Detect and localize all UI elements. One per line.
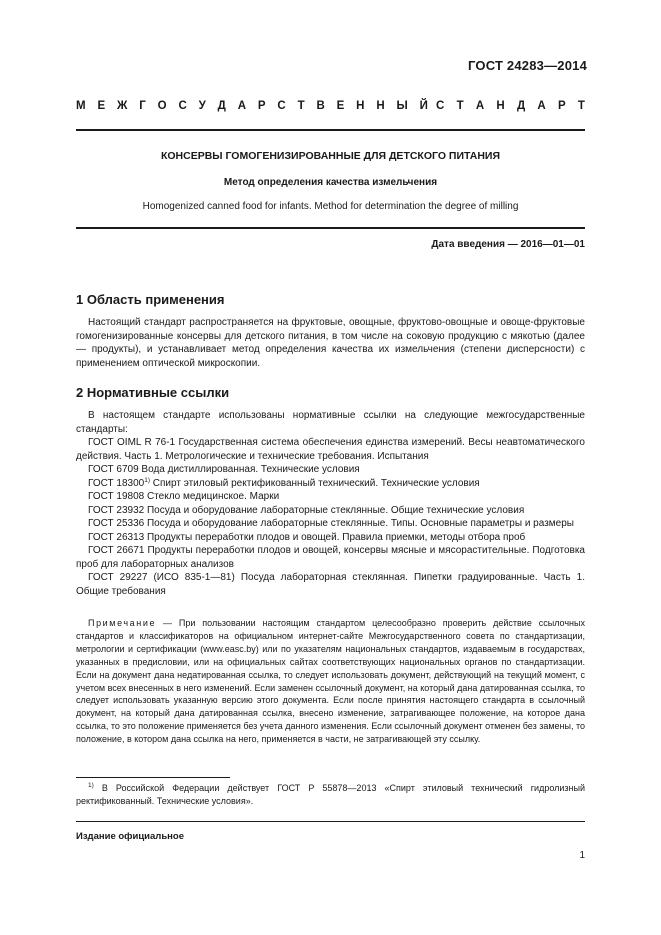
- document-title: КОНСЕРВЫ ГОМОГЕНИЗИРОВАННЫЕ ДЛЯ ДЕТСКОГО ПИТАНИЯ: [160, 150, 501, 162]
- footnote-marker: 1): [144, 476, 150, 484]
- heading-letter: Т: [456, 100, 464, 112]
- reference-item: ГОСТ 25336 Посуда и оборудование лабораторные стеклянные. Типы. Основные параметры и размеры: [88, 518, 574, 529]
- footnote-rule: [76, 777, 230, 778]
- heading-letter: Д: [217, 100, 226, 112]
- title-rule: [76, 227, 585, 229]
- heading-letter: Й: [419, 100, 428, 112]
- reference-item: ГОСТ 26671 Продукты переработки плодов и овощей, консервы мясные и мясорастительные. Подготовка проб для лабораторных анализов: [76, 545, 585, 570]
- reference-item: ГОСТ 23932 Посуда и оборудование лабораторные стеклянные. Общие технические условия: [88, 504, 525, 516]
- note-text: — При пользовании настоящим стандартом целесообразно проверить действие ссылочных стандартов и классификаторов на официальном интернет-сайте Межгосударственного совета по стандартизации, метрологии и сертификации (www.easc.by) или по указателям национальных стандартов, издаваемым в государствах, указанных в предисловии, или на официальных сайтах соответствующих национальных органов по стандартизации. Если на документ дана недатированная ссылка, то следует использовать документ, действующий на текущий момент, с учетом всех внесенных в него изменений. Если заменен ссылочный документ, на который дана датированная ссылка, то следует использовать указанную версию этого документа. Если после принятия настоящего стандарта в ссылочный документ, на который дана датированная ссылка, внесено изменение, затрагивающее положение, на которое дана ссылка, то это положение применяется без учета данного изменения. Если ссылочный документ отменен без замены, то положение, в котором дана ссылка на него, применяется в части, не затрагивающей эту ссылку.: [76, 618, 586, 745]
- header-rule: [76, 129, 585, 131]
- heading-letter: У: [198, 100, 206, 112]
- reference-item: ГОСТ OIML R 76-1 Государственная система обеспечения единства измерений. Весы неавтоматического действия. Часть 1. Метрологические и технические требования. Испытания: [76, 437, 585, 462]
- standard-type-heading: [76, 100, 585, 112]
- heading-letter: Е: [336, 100, 345, 112]
- footer-rule: [76, 821, 585, 822]
- heading-letter: Р: [257, 100, 266, 112]
- standard-type-word-interstate: [76, 100, 428, 112]
- heading-letter: Р: [557, 100, 566, 112]
- normative-references: [76, 409, 585, 598]
- document-subtitle: Метод определения качества измельчения: [223, 177, 438, 188]
- references-note: [76, 617, 585, 746]
- footnote: [76, 782, 585, 808]
- heading-letter: С: [178, 100, 187, 112]
- section-1-title: 1 Область применения: [76, 292, 225, 307]
- heading-letter: В: [316, 100, 325, 112]
- section-2-title: 2 Нормативные ссылки: [76, 385, 230, 400]
- heading-letter: С: [277, 100, 286, 112]
- section-1-paragraph: Настоящий стандарт распространяется на фруктовые, овощные, фруктово-овощные и овоще-фруктовые гомогенизированные консервы для детского питания, в том числе на соковую продукцию с мякотью (далее — продукты), и устанавливает метод определения качества их измельчения (степени дисперсности) с применением оптической микроскопии.: [76, 317, 585, 369]
- reference-item: ГОСТ 19808 Стекло медицинское. Марки: [88, 491, 280, 502]
- heading-letter: М: [76, 100, 86, 112]
- heading-letter: С: [436, 100, 445, 112]
- heading-letter: А: [475, 100, 485, 112]
- section-1-text: [76, 316, 585, 370]
- document-number: ГОСТ 24283—2014: [468, 58, 587, 73]
- reference-item: ГОСТ 29227 (ИСО 835-1—81) Посуда лабораторная стеклянная. Пипетки градуированные. Часть 1. Общие требования: [76, 572, 585, 597]
- heading-letter: Д: [516, 100, 526, 112]
- note-label: Примечание: [88, 618, 157, 628]
- official-edition-label: Издание официальное: [76, 831, 184, 842]
- references-intro: В настоящем стандарте использованы нормативные ссылки на следующие межгосударственные стандарты:: [76, 410, 585, 435]
- heading-letter: Н: [356, 100, 365, 112]
- heading-letter: Н: [496, 100, 505, 112]
- document-title-english: Homogenized canned food for infants. Method for determination the degree of milling: [142, 201, 519, 212]
- heading-letter: Т: [297, 100, 305, 112]
- reference-item: ГОСТ 26313 Продукты переработки плодов и овощей. Правила приемки, методы отбора проб: [88, 531, 526, 543]
- page-number: 1: [579, 850, 585, 861]
- heading-letter: Н: [376, 100, 385, 112]
- heading-letter: О: [157, 100, 167, 112]
- reference-title: Спирт этиловый ректификованный технический. Технические условия: [150, 477, 480, 489]
- reference-item: ГОСТ 6709 Вода дистиллированная. Технические условия: [88, 464, 360, 475]
- heading-letter: Ж: [116, 100, 128, 112]
- footnote-text: В Российской Федерации действует ГОСТ Р 55878—2013 «Спирт этиловый технический гидролизный ректификованный. Технические условия».: [76, 783, 585, 806]
- heading-letter: Г: [139, 100, 146, 112]
- heading-letter: А: [237, 100, 247, 112]
- heading-letter: Е: [97, 100, 106, 112]
- footnote-marker: 1): [88, 782, 94, 789]
- heading-letter: Ы: [396, 100, 408, 112]
- reference-item: [76, 477, 585, 491]
- introduction-date: Дата введения — 2016—01—01: [431, 239, 585, 250]
- heading-letter: Т: [577, 100, 585, 112]
- heading-letter: А: [537, 100, 546, 112]
- reference-code: ГОСТ 18300: [88, 477, 145, 489]
- standard-type-word-standard: [436, 100, 585, 112]
